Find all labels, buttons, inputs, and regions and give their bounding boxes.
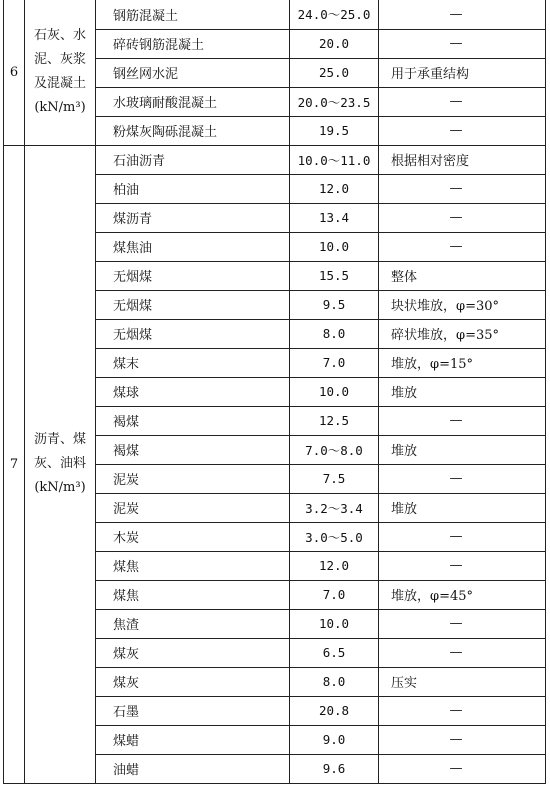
unit-weight-value: 10.0～11.0 [290, 145, 379, 174]
unit-weight-value: 10.0 [290, 609, 379, 638]
unit-weight-value: 12.5 [290, 406, 379, 435]
material-name: 焦渣 [96, 609, 290, 638]
remark: 整体 [379, 261, 546, 290]
material-name: 泥炭 [96, 464, 290, 493]
category-line: 及混凝土 [33, 76, 86, 92]
unit-weight-value: 24.0～25.0 [290, 0, 379, 29]
material-name: 煤灰 [96, 638, 290, 667]
table-body [4, 0, 546, 783]
remark: 用于承重结构 [379, 58, 546, 87]
unit-weight-value: 9.5 [290, 290, 379, 319]
material-name: 粉煤灰陶砾混凝土 [96, 116, 290, 145]
remark: 堆放，φ=15° [379, 348, 546, 377]
unit-weight-value: 7.0 [290, 348, 379, 377]
material-name: 碎砖钢筋混凝土 [96, 29, 290, 58]
unit-weight-value: 7.5 [290, 464, 379, 493]
remark: — [379, 406, 546, 435]
material-weight-table [3, 0, 546, 784]
group-number: 7 [4, 145, 25, 783]
material-name: 煤末 [96, 348, 290, 377]
remark: — [379, 551, 546, 580]
material-name: 褐煤 [96, 406, 290, 435]
remark: 堆放，φ=45° [379, 580, 546, 609]
remark: 碎状堆放，φ=35° [379, 319, 546, 348]
unit-weight-value: 3.0～5.0 [290, 522, 379, 551]
material-name: 褐煤 [96, 435, 290, 464]
unit-weight-value: 10.0 [290, 232, 379, 261]
unit-weight-value: 7.0～8.0 [290, 435, 379, 464]
remark: — [379, 638, 546, 667]
remark: — [379, 203, 546, 232]
material-name: 泥炭 [96, 493, 290, 522]
material-name: 钢丝网水泥 [96, 58, 290, 87]
material-name: 煤焦 [96, 580, 290, 609]
remark: 压实 [379, 667, 546, 696]
material-name: 石油沥青 [96, 145, 290, 174]
remark: — [379, 87, 546, 116]
material-name: 柏油 [96, 174, 290, 203]
unit-weight-value: 9.6 [290, 754, 379, 783]
material-name: 水玻璃耐酸混凝土 [96, 87, 290, 116]
unit-weight-value: 13.4 [290, 203, 379, 232]
group-category [25, 0, 96, 145]
material-name: 无烟煤 [96, 319, 290, 348]
unit-weight-value: 20.0 [290, 29, 379, 58]
material-name: 煤焦油 [96, 232, 290, 261]
material-name: 煤沥青 [96, 203, 290, 232]
unit-weight-value: 12.0 [290, 551, 379, 580]
remark: 堆放 [379, 377, 546, 406]
remark: — [379, 464, 546, 493]
remark: — [379, 725, 546, 754]
category-line: (kN/m³) [34, 100, 86, 116]
remark: — [379, 232, 546, 261]
remark: 堆放 [379, 493, 546, 522]
unit-weight-value: 3.2～3.4 [290, 493, 379, 522]
remark: — [379, 609, 546, 638]
unit-weight-value: 10.0 [290, 377, 379, 406]
material-name: 煤焦 [96, 551, 290, 580]
unit-weight-value: 12.0 [290, 174, 379, 203]
category-line: 石灰、水 [33, 28, 86, 44]
material-name: 木炭 [96, 522, 290, 551]
unit-weight-value: 9.0 [290, 725, 379, 754]
material-name: 煤球 [96, 377, 290, 406]
unit-weight-value: 15.5 [290, 261, 379, 290]
material-name: 煤蜡 [96, 725, 290, 754]
remark: — [379, 116, 546, 145]
unit-weight-value: 8.0 [290, 667, 379, 696]
material-name: 钢筋混凝土 [96, 0, 290, 29]
table-row [4, 145, 546, 174]
remark: — [379, 0, 546, 29]
remark: — [379, 754, 546, 783]
category-line: 沥青、煤 [33, 432, 86, 447]
remark: 根据相对密度 [379, 145, 546, 174]
material-name: 无烟煤 [96, 261, 290, 290]
material-name: 无烟煤 [96, 290, 290, 319]
unit-weight-value: 25.0 [290, 58, 379, 87]
category-line: 灰、油料 [33, 456, 86, 471]
table-row [4, 0, 546, 29]
category-line: 泥、灰浆 [33, 52, 86, 68]
remark: — [379, 522, 546, 551]
unit-weight-value: 20.8 [290, 696, 379, 725]
material-name: 石墨 [96, 696, 290, 725]
unit-weight-value: 6.5 [290, 638, 379, 667]
remark: 块状堆放，φ=30° [379, 290, 546, 319]
group-number: 6 [4, 0, 25, 145]
remark: — [379, 29, 546, 58]
material-name: 油蜡 [96, 754, 290, 783]
unit-weight-value: 20.0～23.5 [290, 87, 379, 116]
unit-weight-value: 8.0 [290, 319, 379, 348]
remark: — [379, 174, 546, 203]
remark: 堆放 [379, 435, 546, 464]
material-name: 煤灰 [96, 667, 290, 696]
unit-weight-value: 7.0 [290, 580, 379, 609]
unit-weight-value: 19.5 [290, 116, 379, 145]
category-line: (kN/m³) [34, 480, 86, 495]
remark: — [379, 696, 546, 725]
group-category [25, 145, 96, 783]
